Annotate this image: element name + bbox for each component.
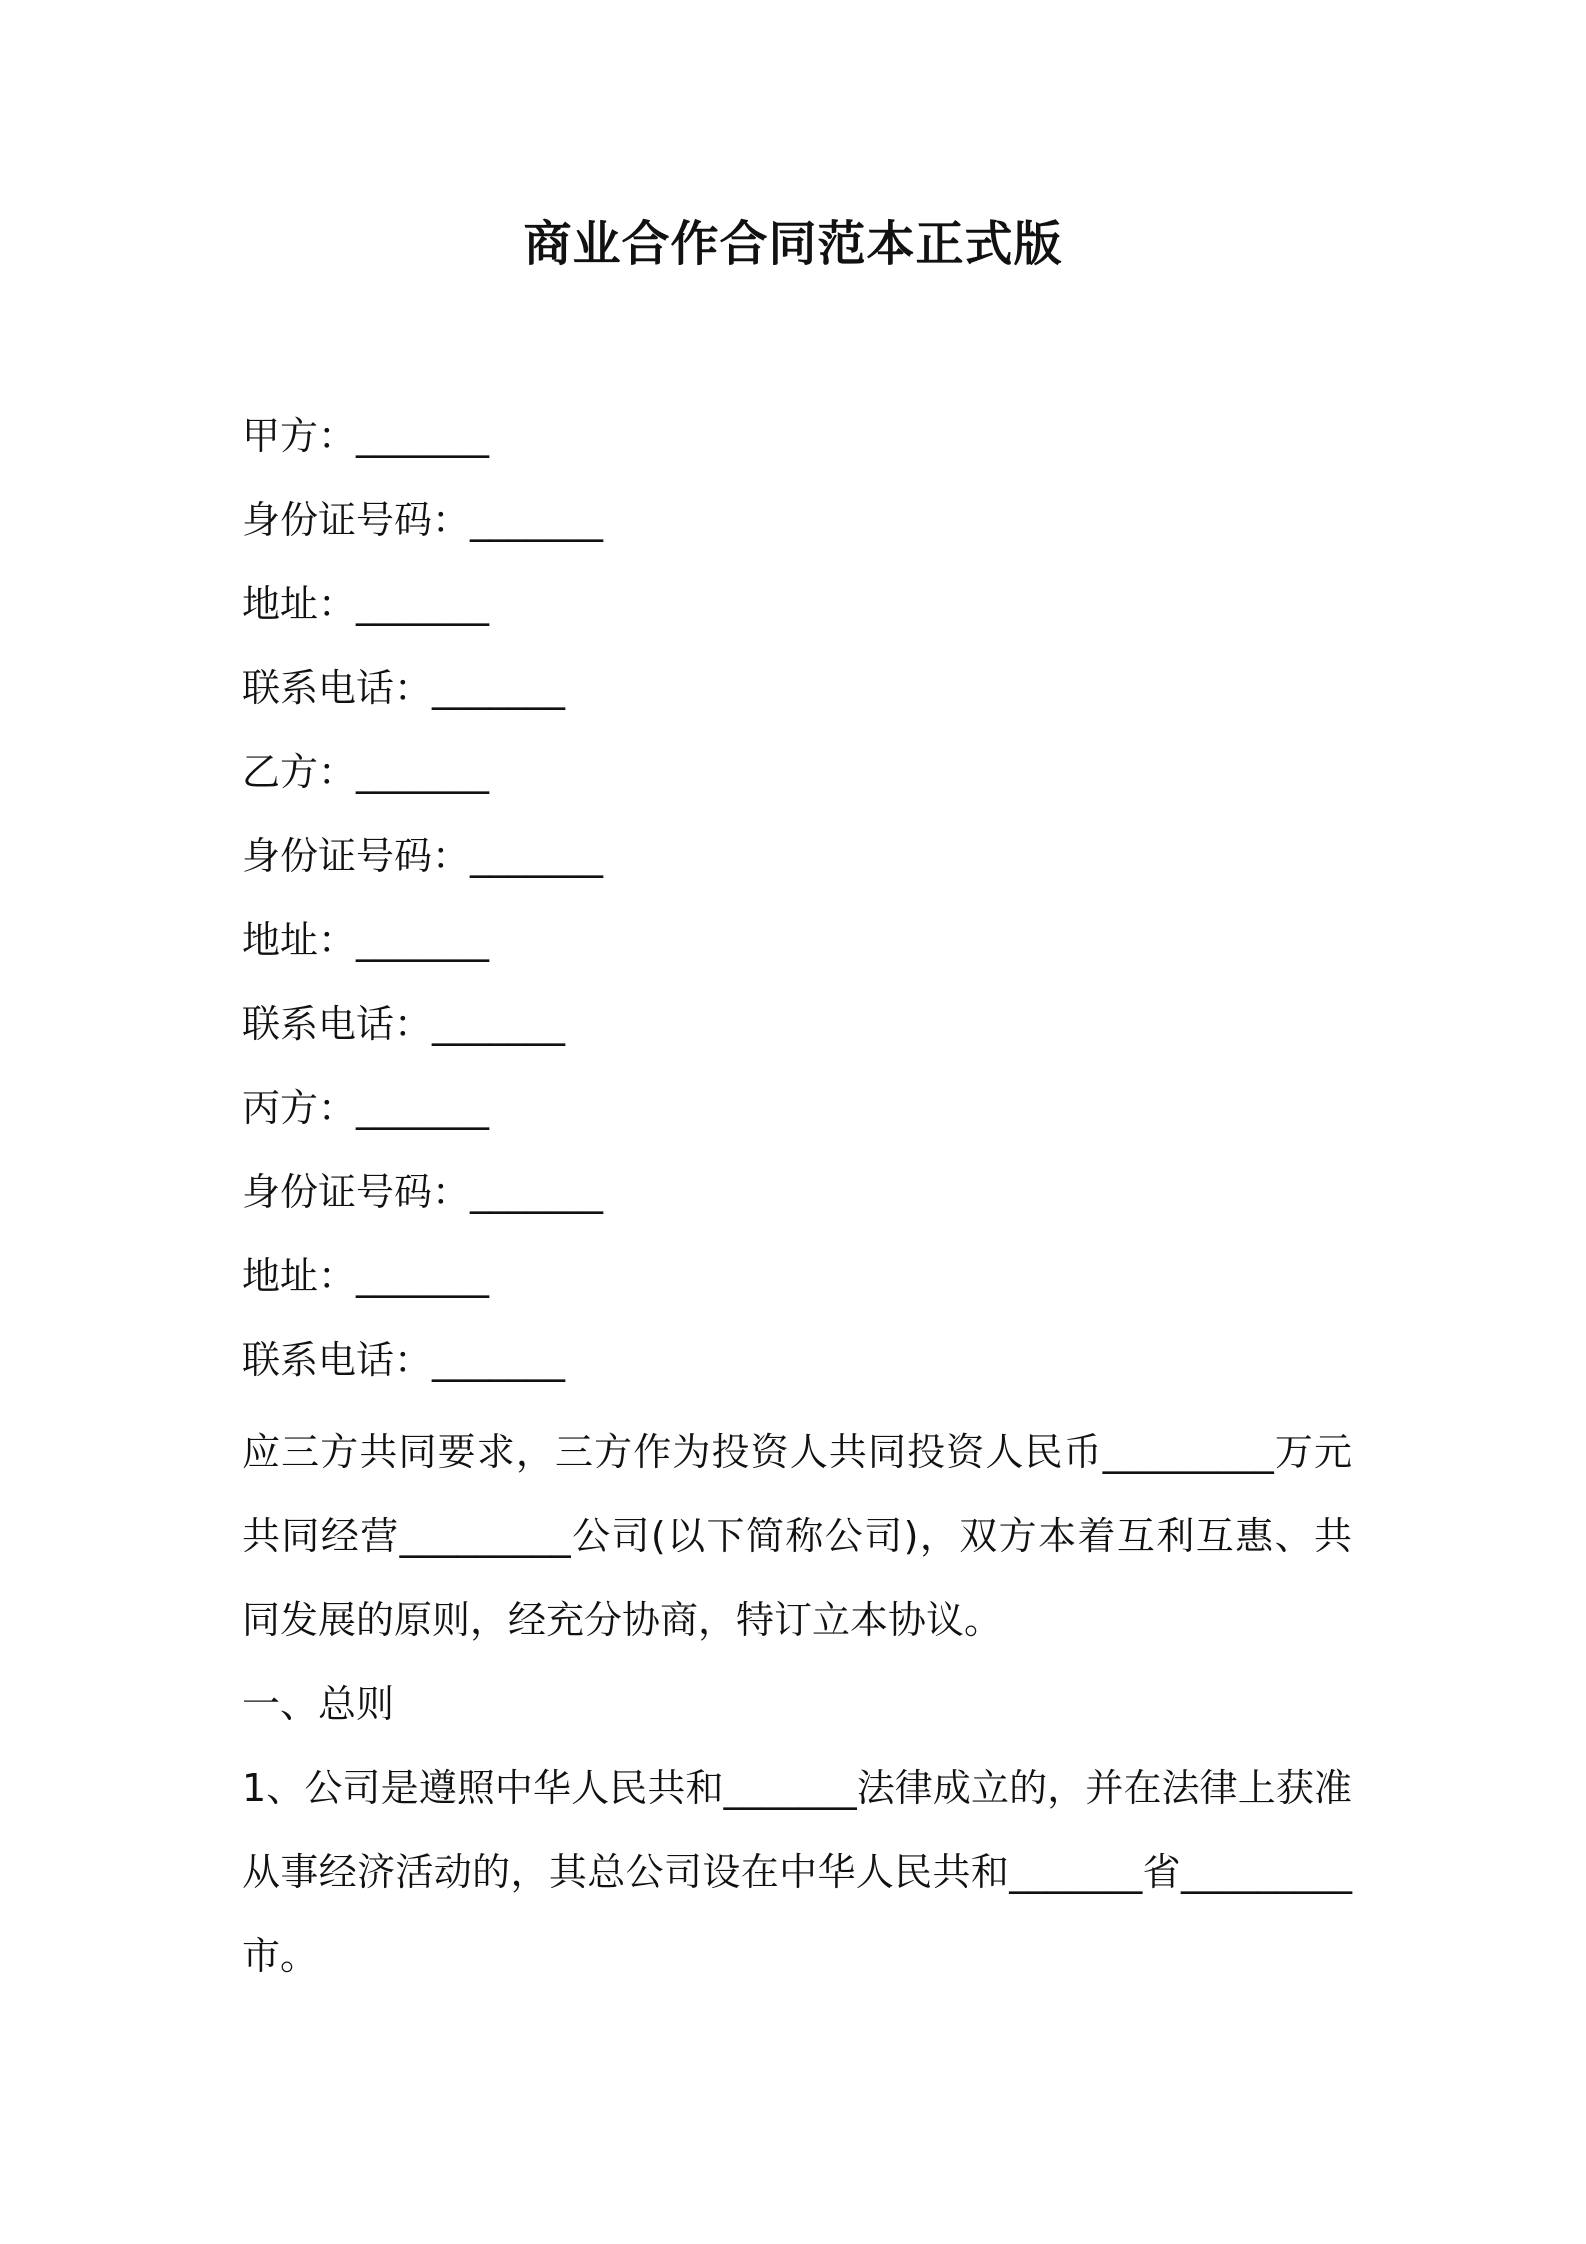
section-heading-general: 一、总则 bbox=[242, 1682, 395, 1726]
party-a-id-line: 身份证号码：_______ bbox=[242, 498, 604, 542]
party-b-address-line: 地址：_______ bbox=[242, 918, 490, 962]
party-c-name-line: 丙方：_______ bbox=[242, 1086, 490, 1130]
party-b-id-line: 身份证号码：_______ bbox=[242, 834, 604, 878]
party-c-address-line: 地址：_______ bbox=[242, 1254, 490, 1298]
article-1-paragraph: 1、公司是遵照中华人民共和_______法律成立的，并在法律上获准从事经济活动的，其总公司设在中华人民共和_______省_________市。 bbox=[242, 1766, 1352, 1978]
party-info-list bbox=[242, 406, 603, 1414]
party-b-phone-line: 联系电话：_______ bbox=[242, 1002, 566, 1046]
party-a-phone-line: 联系电话：_______ bbox=[242, 666, 566, 710]
contract-body bbox=[242, 1410, 1352, 1998]
preamble-paragraph: 应三方共同要求，三方作为投资人共同投资人民币_________万元共同经营_________公司(以下简称公司)，双方本着互利互惠、共同发展的原则，经充分协商，特订立本协议。 bbox=[242, 1430, 1352, 1642]
document-title: 商业合作合同范本正式版 bbox=[523, 216, 1063, 272]
party-a-address-line: 地址：_______ bbox=[242, 582, 490, 626]
party-b-name-line: 乙方：_______ bbox=[242, 750, 490, 794]
party-c-phone-line: 联系电话：_______ bbox=[242, 1338, 566, 1382]
party-c-id-line: 身份证号码：_______ bbox=[242, 1170, 604, 1214]
party-a-name-line: 甲方：_______ bbox=[242, 414, 490, 458]
